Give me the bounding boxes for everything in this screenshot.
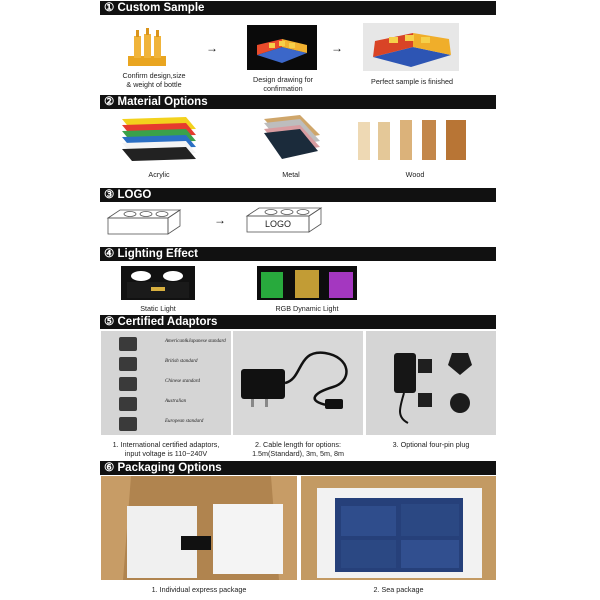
finished-sample-photo [363, 23, 459, 71]
section-header-material-options: ② Material Options [100, 95, 496, 109]
section-header-lighting-effect: ④ Lighting Effect [100, 247, 496, 261]
design-drawing-image [247, 25, 317, 70]
step1-caption [112, 71, 196, 89]
static-light-caption: Static Light [140, 304, 176, 313]
adaptor-caption-1 [101, 440, 231, 458]
rgb-light-photo [257, 266, 357, 300]
adaptor-standard-label: Australian [165, 399, 187, 404]
metal-sheets-image [260, 115, 322, 163]
rgb-light-caption: RGB Dynamic Light [275, 304, 339, 313]
adaptor-plug-icon [119, 357, 137, 371]
adaptor-caption-2-line2: 1.5m(Standard), 3m, 5m, 8m [252, 449, 344, 458]
adaptor-caption-3: 3. Optional four-pin plug [392, 440, 470, 449]
adaptor-caption-1-line2: input voltage is 110~240V [124, 449, 208, 458]
section-header-packaging-options: ⑥ Packaging Options [100, 461, 496, 475]
adaptor-row [119, 377, 200, 396]
adaptor-standard-label: Chinese standard [165, 379, 200, 384]
arrow-right-icon: → [331, 41, 343, 55]
bottle-display-photo [126, 26, 168, 68]
adaptor-standard-label: European standard [165, 419, 204, 424]
adaptor-cable-photo [233, 331, 363, 435]
four-pin-plug-photo [366, 331, 496, 435]
express-package-photo [101, 476, 297, 580]
packaging-caption-2: 2. Sea package [373, 585, 424, 594]
step2-caption-line2: confirmation [263, 84, 303, 93]
metal-caption: Metal [282, 170, 300, 179]
acrylic-sheets-image [120, 115, 198, 163]
adaptor-plug-icon [119, 397, 137, 411]
plain-display-outline [106, 208, 182, 236]
adaptor-standards-panel [101, 331, 231, 435]
wood-caption: Wood [405, 170, 425, 179]
adaptor-row [119, 417, 204, 435]
section-header-custom-sample: ① Custom Sample [100, 1, 496, 15]
logo-display-outline [245, 206, 323, 234]
acrylic-caption: Acrylic [148, 170, 170, 179]
adaptor-row [119, 357, 198, 376]
adaptor-row [119, 337, 226, 356]
adaptor-plug-icon [119, 417, 137, 431]
adaptor-caption-1-line1: 1. International certified adaptors, [112, 440, 220, 449]
section-header-logo: ③ LOGO [100, 188, 496, 202]
step3-caption: Perfect sample is finished [371, 77, 453, 86]
static-light-photo [121, 266, 195, 300]
sea-package-photo [301, 476, 496, 580]
step2-caption-line1: Design drawing for [253, 75, 313, 84]
arrow-right-icon: → [214, 213, 226, 227]
adaptor-plug-icon [119, 337, 137, 351]
wood-samples-image [356, 118, 468, 162]
adaptor-caption-2 [233, 440, 363, 458]
logo-label: LOGO [264, 219, 291, 229]
adaptor-standard-label: American&Japanese standard [165, 339, 226, 344]
adaptor-caption-2-line1: 2. Cable length for options: [255, 440, 341, 449]
arrow-right-icon: → [206, 41, 218, 55]
section-header-certified-adaptors: ⑤ Certified Adaptors [100, 315, 496, 329]
adaptor-plug-icon [119, 377, 137, 391]
step1-caption-line2: & weight of bottle [126, 80, 182, 89]
adaptor-standard-label: British standard [165, 359, 198, 364]
step1-caption-line1: Confirm design,size [122, 71, 186, 80]
adaptor-row [119, 397, 187, 416]
packaging-caption-1: 1. Individual express package [151, 585, 247, 594]
step2-caption [238, 75, 328, 93]
